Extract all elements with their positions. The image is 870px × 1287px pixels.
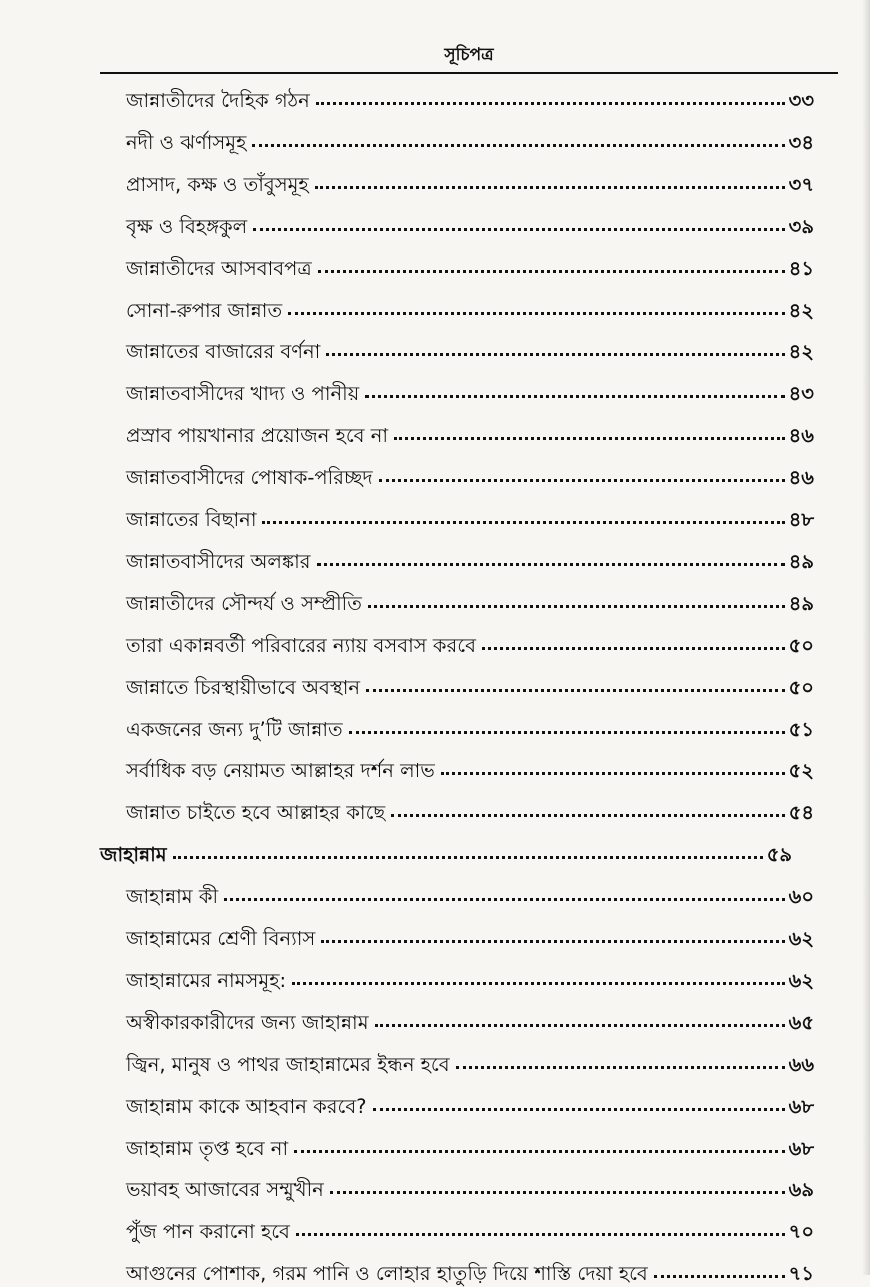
- toc-entry[interactable]: [126, 633, 814, 659]
- toc-entry[interactable]: [126, 130, 814, 156]
- toc-entry[interactable]: [126, 423, 814, 449]
- toc-entry[interactable]: [126, 675, 814, 701]
- toc-entry-title: প্রস্রাব পায়খানার প্রয়োজন হবে না: [126, 424, 389, 448]
- toc-entry-page-number: ৪১: [788, 256, 814, 280]
- toc-entry-title: জাহান্নাম কাকে আহবান করবে?: [126, 1094, 367, 1118]
- toc-entry[interactable]: [126, 591, 814, 617]
- toc-entry-title: বৃক্ষ ও বিহঙ্গকুল: [126, 214, 248, 238]
- toc-entry-page-number: ৬০: [788, 885, 814, 909]
- toc-entry-title: জান্নাতীদের আসবাবপত্র: [126, 256, 312, 280]
- dot-leader: [349, 717, 785, 734]
- toc-entry-page-number: ৩৪: [788, 130, 814, 154]
- toc-entry-page-number: ৬২: [788, 927, 814, 950]
- toc-entry-title: জাহান্নাম: [100, 843, 167, 867]
- dot-leader: [224, 884, 785, 901]
- toc-entry[interactable]: [126, 172, 814, 198]
- toc-entry-page-number: ৪৬: [788, 424, 814, 448]
- toc-entry[interactable]: [126, 339, 814, 365]
- toc-entry[interactable]: [126, 256, 814, 282]
- dot-leader: [288, 298, 785, 315]
- toc-entry-page-number: ৬৯: [788, 1178, 814, 1202]
- toc-entry-title: জান্নাতবাসীদের পোষাক-পরিচ্ছদ: [126, 466, 373, 490]
- toc-section-heading[interactable]: [100, 842, 792, 868]
- toc-entry-title: জাহান্নাম কী: [126, 885, 219, 909]
- toc-entry-page-number: ৫০: [788, 633, 814, 657]
- dot-leader: [315, 172, 785, 189]
- toc-entry-title: অস্বীকারকারীদের জন্য জাহান্নাম: [126, 1010, 369, 1034]
- dot-leader: [321, 926, 784, 943]
- toc-entry-title: জান্নাতের বাজারের বর্ণনা: [126, 340, 321, 364]
- toc-entry[interactable]: [126, 1177, 814, 1203]
- toc-entry[interactable]: [126, 800, 814, 826]
- toc-entry-title: আগুনের পোশাক, গরম পানি ও লোহার হাতুড়ি দিয়ে শাস্তি দেয়া হবে: [126, 1262, 648, 1286]
- dot-leader: [368, 591, 785, 608]
- toc-entry-page-number: ৪৯: [788, 549, 814, 573]
- toc-entry-page-number: ৫২: [788, 759, 814, 783]
- toc-entry-title: জান্নাত চাইতে হবে আল্লাহর কাছে: [126, 801, 386, 825]
- dot-leader: [366, 675, 785, 692]
- dot-leader: [292, 968, 785, 985]
- page-edge: [862, 0, 870, 1275]
- dot-leader: [317, 549, 785, 566]
- toc-entry-page-number: ৭১: [788, 1262, 814, 1286]
- dot-leader: [326, 339, 784, 356]
- toc-entry[interactable]: [126, 1094, 814, 1120]
- toc-entry-title: প্রাসাদ, কক্ষ ও তাঁবুসমূহ: [126, 172, 309, 196]
- toc-entry-title: পুঁজ পান করানো হবে: [126, 1220, 290, 1244]
- toc-entry-page-number: ৪২: [788, 340, 814, 364]
- toc-entry[interactable]: [126, 968, 814, 994]
- toc-entry[interactable]: [126, 1219, 814, 1245]
- toc-entry[interactable]: [126, 549, 814, 575]
- toc-entry-title: নদী ও ঝর্ণাসমূহ: [126, 130, 247, 154]
- toc-entry-title: জ্বিন, মানুষ ও পাথর জাহান্নামের ইন্ধন হবে: [126, 1052, 450, 1076]
- toc-entry-page-number: ৫০: [788, 675, 814, 699]
- dot-leader: [330, 1177, 785, 1194]
- toc-entry[interactable]: [126, 298, 814, 324]
- dot-leader: [394, 423, 785, 440]
- toc-entry-page-number: ৩৯: [788, 214, 814, 238]
- header-rule: [100, 72, 838, 74]
- dot-leader: [375, 1010, 785, 1027]
- dot-leader: [456, 1052, 785, 1069]
- toc-entry-title: জান্নাতীদের দৈহিক গঠন: [126, 89, 310, 112]
- dot-leader: [316, 88, 785, 105]
- toc-entry[interactable]: [126, 758, 814, 784]
- toc-entry[interactable]: [126, 1052, 814, 1078]
- dot-leader: [391, 800, 784, 817]
- toc-entry-page-number: ৫১: [788, 717, 814, 741]
- toc-entry-title: তারা একান্নবর্তী পরিবারের ন্যায় বসবাস করবে: [126, 633, 476, 657]
- toc-entry-title: একজনের জন্য দু’টি জান্নাত: [126, 717, 343, 741]
- dot-leader: [654, 1261, 785, 1278]
- toc-entry[interactable]: [126, 1010, 814, 1036]
- dot-leader: [253, 214, 784, 231]
- toc-entry[interactable]: [126, 926, 814, 952]
- dot-leader: [379, 465, 785, 482]
- dot-leader: [296, 1219, 785, 1236]
- toc-entry-page-number: ৪৮: [788, 508, 814, 531]
- toc-entry[interactable]: [126, 884, 814, 910]
- toc-entry-title: জান্নাতবাসীদের অলঙ্কার: [126, 549, 311, 573]
- toc-entry-page-number: ৪৬: [788, 466, 814, 490]
- toc-entry-title: সর্বাধিক বড় নেয়ামত আল্লাহর দর্শন লাভ: [126, 759, 435, 783]
- toc-entry-page-number: ৩৩: [788, 89, 814, 112]
- dot-leader: [482, 633, 785, 650]
- toc-entry-page-number: ৬৮: [788, 1136, 814, 1160]
- toc-entry-page-number: ৪২: [788, 298, 814, 322]
- toc-entry-page-number: ৬৫: [788, 1010, 814, 1034]
- dot-leader: [262, 507, 784, 524]
- toc-entry[interactable]: [126, 214, 814, 240]
- toc-entry-title: সোনা-রুপার জান্নাত: [126, 298, 283, 322]
- toc-entry-title: জাহান্নাম তৃপ্ত হবে না: [126, 1136, 289, 1160]
- toc-entry-page-number: ৭০: [788, 1220, 814, 1244]
- toc-entry-page-number: ৫৪: [788, 801, 814, 825]
- toc-entry-title: ভয়াবহ আজাবের সম্মুখীন: [126, 1178, 324, 1202]
- toc-entry-title: জাহান্নামের নামসমূহ:: [126, 968, 287, 992]
- toc-entry-page-number: ৪৩: [788, 382, 814, 406]
- toc-entry-page-number: ৬২: [788, 968, 814, 992]
- toc-entry-title: জাহান্নামের শ্রেণী বিন্যাস: [126, 927, 316, 950]
- toc-entry-title: জান্নাতীদের সৌন্দর্য ও সম্প্রীতি: [126, 591, 362, 615]
- toc-entry[interactable]: [126, 381, 814, 407]
- dot-leader: [365, 381, 784, 398]
- toc-entry-title: জান্নাতবাসীদের খাদ্য ও পানীয়: [126, 382, 360, 406]
- toc-entry-page-number: ৩৭: [788, 172, 814, 196]
- toc-entry[interactable]: [126, 1261, 814, 1287]
- toc-entry[interactable]: [126, 88, 814, 114]
- toc-entry-title: জান্নাতে চিরস্থায়ীভাবে অবস্থান: [126, 675, 361, 699]
- page-header: সূচিপত্র: [444, 45, 494, 65]
- dot-leader: [373, 1094, 785, 1111]
- toc-entry[interactable]: [126, 717, 814, 743]
- toc-entry-page-number: ৫৯: [766, 843, 792, 867]
- dot-leader: [173, 842, 763, 859]
- toc-entry-page-number: ৬৮: [788, 1094, 814, 1118]
- dot-leader: [294, 1136, 785, 1153]
- dot-leader: [318, 256, 785, 273]
- toc-entry-title: জান্নাতের বিছানা: [126, 508, 257, 531]
- dot-leader: [252, 130, 784, 147]
- toc-entry[interactable]: [126, 1136, 814, 1162]
- toc-entry[interactable]: [126, 465, 814, 491]
- toc-entry-page-number: ৬৬: [788, 1052, 814, 1076]
- toc-entry[interactable]: [126, 507, 814, 533]
- toc-entry-page-number: ৪৯: [788, 591, 814, 615]
- dot-leader: [441, 758, 785, 775]
